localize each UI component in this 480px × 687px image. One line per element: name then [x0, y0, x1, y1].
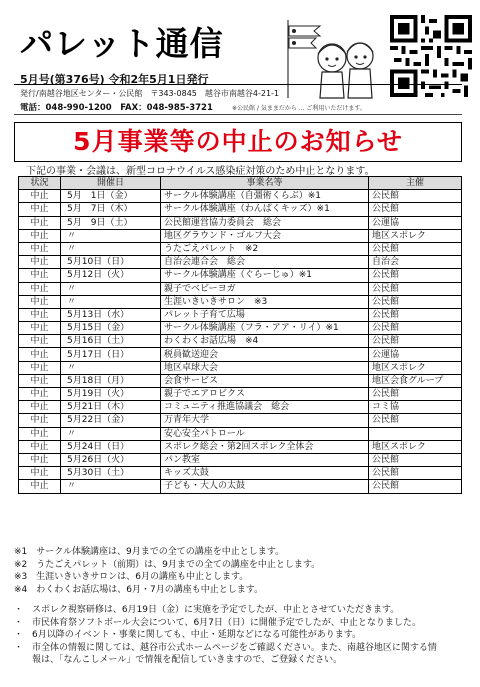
date-cell: 5月 1日（金） — [61, 190, 161, 203]
table-header-row — [19, 177, 462, 190]
header-bottom-divider — [14, 114, 462, 115]
table-row — [19, 401, 462, 414]
status-cell: 中止 — [19, 440, 61, 453]
newsletter-header — [0, 0, 480, 120]
table-row — [19, 388, 462, 401]
table-row — [19, 216, 462, 229]
table-row — [19, 440, 462, 453]
date-cell: 5月22日（金） — [61, 414, 161, 427]
organizer-cell: 自治会 — [369, 256, 462, 269]
status-cell: 中止 — [19, 401, 61, 414]
table-row — [19, 335, 462, 348]
event-name-cell: 会食サービス — [161, 374, 369, 387]
additional-notices — [14, 604, 437, 667]
table-row — [19, 414, 462, 427]
newsletter-title: パレット通信 — [20, 24, 224, 63]
event-name-cell: 親子でベビーヨガ — [161, 282, 369, 295]
column-header: 事業名等 — [161, 177, 369, 190]
cancellation-banner: 5月事業等の中止のお知らせ — [14, 122, 462, 162]
events-table — [18, 176, 462, 494]
table-row — [19, 203, 462, 216]
organizer-cell: 公運協 — [369, 216, 462, 229]
date-cell: 5月18日（月） — [61, 374, 161, 387]
footnote: ※3 生涯いきいきサロンは、6月の講座も中止とします。 — [14, 572, 249, 582]
date-cell: 5月 9日（土） — [61, 216, 161, 229]
date-cell: 〃 — [61, 361, 161, 374]
table-row — [19, 453, 462, 466]
children-illustration-icon — [280, 18, 378, 102]
status-cell: 中止 — [19, 295, 61, 308]
event-name-cell: パン教室 — [161, 453, 369, 466]
column-header: 状況 — [19, 177, 61, 190]
date-cell: 5月10日（日） — [61, 256, 161, 269]
event-name-cell: 自治会連合会 総会 — [161, 256, 369, 269]
table-row — [19, 269, 462, 282]
status-cell: 中止 — [19, 216, 61, 229]
status-cell: 中止 — [19, 388, 61, 401]
publisher-info: 発行/南越谷地区センター・公民館 〒343-0845 越谷市南越谷4-21-1 — [20, 89, 280, 98]
date-cell: 〃 — [61, 282, 161, 295]
organizer-cell: 公民館 — [369, 242, 462, 255]
organizer-cell: 公民館 — [369, 269, 462, 282]
notice-item: 報は、「なんこしメール」で情報を配信していきますので、ご登録ください。 — [14, 655, 343, 665]
notice-item: ・ スポレク視察研修は、6月19日（金）に実施を予定でしたが、中止とさせていただきます。 — [14, 605, 400, 615]
status-cell: 中止 — [19, 229, 61, 242]
table-row — [19, 374, 462, 387]
organizer-cell: 公民館 — [369, 388, 462, 401]
organizer-cell: 公運協 — [369, 348, 462, 361]
event-name-cell: コミュニティ推進協議会 総会 — [161, 401, 369, 414]
table-row — [19, 427, 462, 440]
table-row — [19, 229, 462, 242]
date-cell: 5月 7日（木） — [61, 203, 161, 216]
event-name-cell: スポレク総会・第2回スポレク全体会 — [161, 440, 369, 453]
status-cell: 中止 — [19, 282, 61, 295]
date-cell: 5月15日（金） — [61, 322, 161, 335]
organizer-cell: 公民館 — [369, 335, 462, 348]
notice-item: ・ 6月以降のイベント・事業に関しても、中止・延期などになる可能性があります。 — [14, 630, 362, 640]
event-name-cell: 親子でエアロビクス — [161, 388, 369, 401]
organizer-cell: 公民館 — [369, 203, 462, 216]
event-name-cell: 子ども・大人の太鼓 — [161, 480, 369, 493]
date-cell: 〃 — [61, 242, 161, 255]
contact-info: 電話：048-990-1200 FAX：048-985-3721 — [20, 103, 213, 113]
status-cell: 中止 — [19, 480, 61, 493]
table-row — [19, 348, 462, 361]
date-cell: 5月16日（土） — [61, 335, 161, 348]
status-cell: 中止 — [19, 348, 61, 361]
table-row — [19, 308, 462, 321]
organizer-cell: 地区会食グループ — [369, 374, 462, 387]
event-name-cell: わくわくお話広場 ※4 — [161, 335, 369, 348]
table-row — [19, 282, 462, 295]
organizer-cell — [369, 427, 462, 440]
status-cell: 中止 — [19, 269, 61, 282]
column-header: 開催日 — [61, 177, 161, 190]
event-name-cell: うたごえパレット ※2 — [161, 242, 369, 255]
event-name-cell: サークル体験講座（ぐらーじゅ）※1 — [161, 269, 369, 282]
date-cell: 5月12日（火） — [61, 269, 161, 282]
status-cell: 中止 — [19, 335, 61, 348]
table-row — [19, 467, 462, 480]
intro-text: 下記の事業・会議は、新型コロナウイルス感染症対策のため中止となります。 — [26, 166, 375, 177]
notice-item: ・ 市民体育祭ソフトボール大会について、6月7日（日）に開催予定でしたが、中止となりました。 — [14, 617, 421, 628]
status-cell: 中止 — [19, 190, 61, 203]
date-cell: 〃 — [61, 427, 161, 440]
footnote: ※1 サークル体験講座は、9月までの全ての講座を中止とします。 — [14, 547, 285, 557]
table-row — [19, 480, 462, 493]
event-name-cell: パレット子育て広場 — [161, 308, 369, 321]
organizer-cell: 公民館 — [369, 480, 462, 493]
organizer-cell: 公民館 — [369, 414, 462, 427]
organizer-cell: 地区スポレク — [369, 361, 462, 374]
organizer-cell: コミ協 — [369, 401, 462, 414]
organizer-cell: 公民館 — [369, 190, 462, 203]
organizer-cell: 公民館 — [369, 467, 462, 480]
organizer-cell: 地区スポレク — [369, 229, 462, 242]
event-name-cell: 万青年大学 — [161, 414, 369, 427]
organizer-cell: 公民館 — [369, 453, 462, 466]
status-cell: 中止 — [19, 242, 61, 255]
date-cell: 5月19日（火） — [61, 388, 161, 401]
event-name-cell: 地区卓球大会 — [161, 361, 369, 374]
event-name-cell: キッズ太鼓 — [161, 467, 369, 480]
date-cell: 5月26日（火） — [61, 453, 161, 466]
footnote: ※4 わくわくお話広場は、6月・7月の講座も中止とします。 — [14, 584, 264, 595]
status-cell: 中止 — [19, 308, 61, 321]
table-row — [19, 256, 462, 269]
organizer-cell: 公民館 — [369, 282, 462, 295]
status-cell: 中止 — [19, 203, 61, 216]
column-header: 主催 — [369, 177, 462, 190]
event-name-cell: 公民館運営協力委員会 総会 — [161, 216, 369, 229]
status-cell: 中止 — [19, 414, 61, 427]
date-cell: 5月13日（水） — [61, 308, 161, 321]
event-name-cell: サークル体験講座（自彊術くらぶ）※1 — [161, 190, 369, 203]
date-cell: 〃 — [61, 480, 161, 493]
organizer-cell: 公民館 — [369, 308, 462, 321]
date-cell: 5月30日（土） — [61, 467, 161, 480]
table-row — [19, 322, 462, 335]
issue-info: 5月号(第376号) 令和2年5月1日発行 — [20, 73, 209, 86]
date-cell: 5月17日（日） — [61, 348, 161, 361]
event-name-cell: サークル体験講座（わんぱくキッズ）※1 — [161, 203, 369, 216]
notice-item: ・ 市全体の情報に関しては、越谷市公式ホームページをご確認ください。また、南越谷地区に関する情 — [14, 642, 437, 653]
table-row — [19, 242, 462, 255]
footnotes — [14, 546, 320, 596]
table-row — [19, 190, 462, 203]
date-cell: 5月21日（木） — [61, 401, 161, 414]
status-cell: 中止 — [19, 322, 61, 335]
status-cell: 中止 — [19, 361, 61, 374]
status-cell: 中止 — [19, 467, 61, 480]
organizer-cell: 地区スポレク — [369, 440, 462, 453]
date-cell: 5月24日（日） — [61, 440, 161, 453]
status-cell: 中止 — [19, 453, 61, 466]
status-cell: 中止 — [19, 427, 61, 440]
status-cell: 中止 — [19, 256, 61, 269]
event-name-cell: 税員歓送迎会 — [161, 348, 369, 361]
status-cell: 中止 — [19, 374, 61, 387]
table-row — [19, 361, 462, 374]
event-name-cell: 地区グラウンド・ゴルフ大会 — [161, 229, 369, 242]
event-name-cell: 安心安全パトロール — [161, 427, 369, 440]
illustration-caption: ※公民館 / 気ままだから ... ご利用いただけます。 — [232, 105, 366, 112]
organizer-cell: 公民館 — [369, 322, 462, 335]
date-cell: 〃 — [61, 229, 161, 242]
organizer-cell: 公民館 — [369, 295, 462, 308]
date-cell: 〃 — [61, 295, 161, 308]
footnote: ※2 うたごえパレット（前期）は、9月までの全ての講座を中止とします。 — [14, 559, 321, 570]
event-name-cell: 生涯いきいきサロン ※3 — [161, 295, 369, 308]
event-name-cell: サークル体験講座（フラ・アア・リイ）※1 — [161, 322, 369, 335]
table-row — [19, 295, 462, 308]
